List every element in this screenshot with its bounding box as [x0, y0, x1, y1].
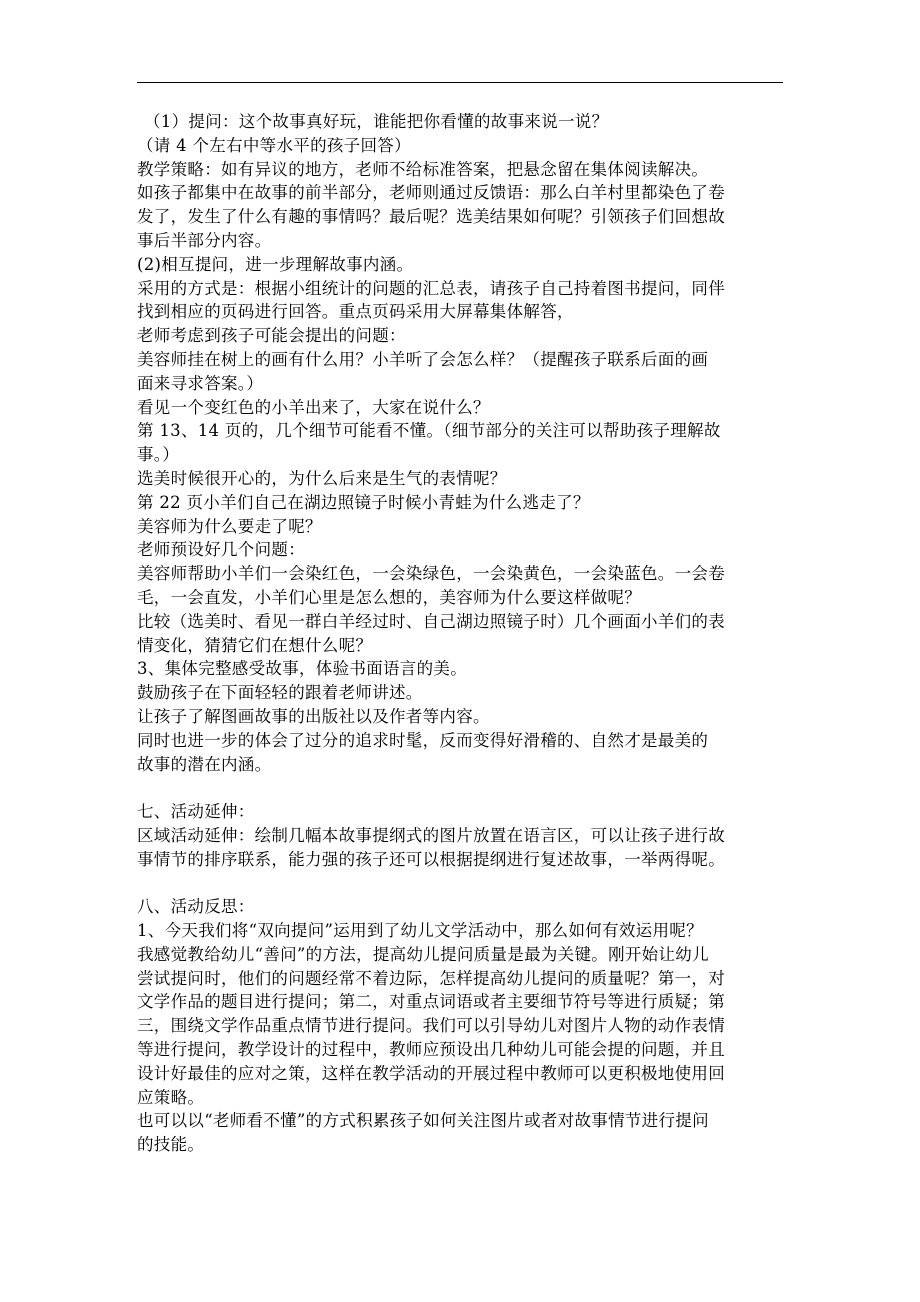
text-line: 毛，一会直发，小羊们心里是怎么想的，美容师为什么要这样做呢？ — [137, 587, 641, 607]
text-line: (2)相互提问，进一步理解故事内涵。 — [137, 254, 414, 274]
reflection-block — [137, 919, 797, 1157]
text-line: 老师考虑到孩子可能会提出的问题： — [137, 326, 406, 346]
text-line: 发了，发生了什么有趣的事情吗？最后呢？选美结果如何呢？引领孩子们回想故 — [137, 207, 725, 227]
text-line: 文学作品的题目进行提问；第二，对重点词语或者主要细节符号等进行质疑；第 — [137, 992, 725, 1012]
text-line: 美容师帮助小羊们一会染红色，一会染绿色，一会染黄色，一会染蓝色。一会卷 — [137, 564, 725, 584]
text-line: 老师预设好几个问题： — [137, 540, 305, 560]
text-line: 1、今天我们将“双向提问”运用到了幼儿文学活动中，那么如何有效运用呢？ — [137, 921, 703, 941]
text-line: 第 22 页小羊们自己在湖边照镜子时候小青蛙为什么逃走了？ — [137, 492, 590, 512]
text-line: 同时也进一步的体会了过分的追求时髦，反而变得好滑稽的、自然才是最美的 — [137, 730, 709, 750]
text-line: （请 4 个左右中等水平的孩子回答） — [137, 135, 411, 155]
text-line: 找到相应的页码进行回答。重点页码采用大屏幕集体解答， — [137, 302, 574, 322]
text-line: 看见一个变红色的小羊出来了，大家在说什么？ — [137, 397, 490, 417]
text-line: 3、集体完整感受故事，体验书面语言的美。 — [137, 659, 467, 679]
document-body — [137, 110, 797, 1157]
text-line: 三，围绕文学作品重点情节进行提问。我们可以引导幼儿对图片人物的动作表情 — [137, 1016, 725, 1036]
text-line: 面来寻求答案。） — [137, 373, 264, 393]
text-line: 美容师挂在树上的画有什么用？小羊听了会怎么样？（提醒孩子联系后面的画 — [137, 349, 709, 369]
text-line: 也可以以“老师看不懂”的方式积累孩子如何关注图片或者对故事情节进行提问 — [137, 1111, 709, 1131]
text-line: 事后半部分内容。 — [137, 230, 272, 250]
section-heading-reflection: 八、活动反思： — [137, 897, 255, 917]
blank-line — [137, 776, 797, 800]
text-line: 应策略。 — [137, 1087, 205, 1107]
text-line: 设计好最佳的应对之策，这样在教学活动的开展过程中教师可以更积极地使用回 — [137, 1063, 725, 1083]
blank-line — [137, 872, 797, 896]
text-line: 等进行提问，教学设计的过程中，教师应预设出几种幼儿可能会提的问题，并且 — [137, 1040, 725, 1060]
section-heading-extension: 七、活动延伸： — [137, 802, 255, 822]
text-line: 第 13、14 页的，几个细节可能看不懂。（细节部分的关注可以帮助孩子理解故 — [137, 421, 721, 441]
text-line: 选美时候很开心的，为什么后来是生气的表情呢？ — [137, 468, 507, 488]
lesson-steps-block — [137, 110, 797, 776]
text-line: 情变化，猜猜它们在想什么呢？ — [137, 635, 373, 655]
text-line: 如孩子都集中在故事的前半部分，老师则通过反馈语：那么白羊村里都染色了卷 — [137, 183, 725, 203]
text-line: 我感觉教给幼儿“善问”的方法，提高幼儿提问质量是最为关键。刚开始让幼儿 — [137, 944, 709, 964]
text-line: 采用的方式是：根据小组统计的问题的汇总表，请孩子自己持着图书提问，同伴 — [137, 278, 725, 298]
text-line: 让孩子了解图画故事的出版社以及作者等内容。 — [137, 706, 490, 726]
text-line: 故事的潜在内涵。 — [137, 754, 272, 774]
header-rule — [137, 82, 783, 83]
text-line: 教学策略：如有异议的地方，老师不给标准答案，把悬念留在集体阅读解决。 — [137, 159, 709, 179]
text-line: 区域活动延伸：绘制几幅本故事提纲式的图片放置在语言区，可以让孩子进行故 — [137, 825, 725, 845]
text-line: （1）提问：这个故事真好玩，谁能把你看懂的故事来说一说？ — [144, 112, 609, 131]
extension-block — [137, 824, 797, 872]
text-line: 的技能。 — [137, 1135, 205, 1155]
text-line: 尝试提问时，他们的问题经常不着边际，怎样提高幼儿提问的质量呢？第一，对 — [137, 968, 725, 988]
text-line: 鼓励孩子在下面轻轻的跟着老师讲述。 — [137, 683, 423, 703]
text-line: 事情节的排序联系，能力强的孩子还可以根据提纲进行复述故事，一举两得呢。 — [137, 849, 725, 869]
text-line: 美容师为什么要走了呢？ — [137, 516, 322, 536]
text-line: 事。） — [137, 445, 180, 465]
text-line: 比较（选美时、看见一群白羊经过时、自己湖边照镜子时）几个画面小羊们的表 — [137, 611, 725, 631]
